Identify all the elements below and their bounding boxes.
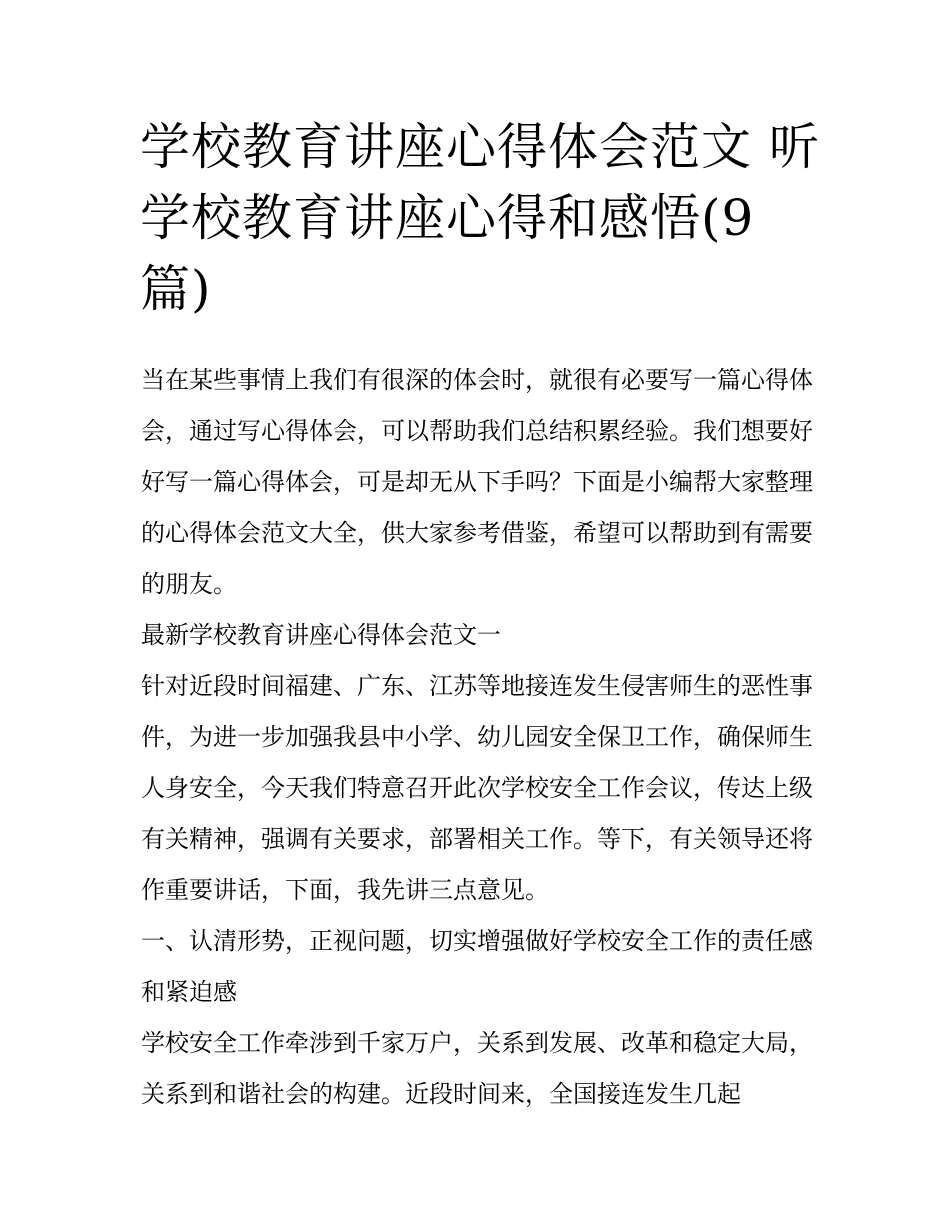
paragraph: 针对近段时间福建、广东、江苏等地接连发生侵害师生的恶性事件，为进一步加强我县中小学、幼儿园安全保卫工作，确保师生人身安全，今天我们特意召开此次学校安全工作会议，传达上级有关精神，强调有关要求，部署相关工作。等下，有关领导还将作重要讲话，下面，我先讲三点意见。: [141, 672, 813, 904]
section-heading: 最新学校教育讲座心得体会范文一: [141, 621, 501, 649]
document-body: [141, 355, 813, 1120]
paragraph-intro: 当在某些事情上我们有很深的体会时，就很有必要写一篇心得体会，通过写心得体会，可以帮助我们总结积累经验。我们想要好好写一篇心得体会，可是却无从下手吗？下面是小编帮大家整理的心得体会范文大全，供大家参考借鉴，希望可以帮助到有需要的朋友。: [141, 366, 813, 598]
document-title: 学校教育讲座心得体会范文 听学校教育讲座心得和感悟(9篇): [140, 118, 820, 318]
paragraph: 学校安全工作牵涉到千家万户，关系到发展、改革和稳定大局，关系到和谐社会的构建。近段时间来，全国接连发生几起: [141, 1029, 813, 1108]
subsection-heading: 一、认清形势，正视问题，切实增强做好学校安全工作的责任感和紧迫感: [141, 927, 813, 1006]
